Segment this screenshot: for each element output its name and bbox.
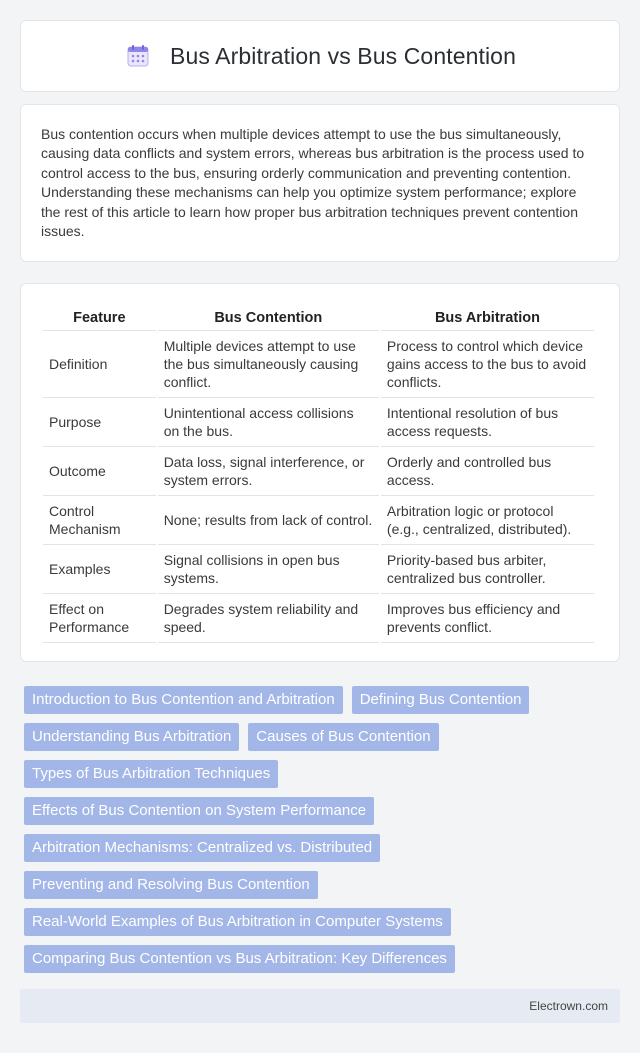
header-bus-arbitration: Bus Arbitration [381, 303, 594, 331]
table-row [43, 496, 594, 545]
tag-link[interactable]: Defining Bus Contention [352, 686, 530, 714]
page-title: Bus Arbitration vs Bus Contention [170, 42, 516, 69]
row-arbitration: Arbitration logic or protocol (e.g., centralized, distributed). [381, 496, 594, 545]
header-bus-contention: Bus Contention [158, 303, 379, 331]
comparison-table [41, 303, 596, 643]
table-row [43, 545, 594, 594]
row-contention: Data loss, signal interference, or system errors. [158, 447, 379, 496]
tag-link[interactable]: Comparing Bus Contention vs Bus Arbitration: Key Differences [24, 945, 455, 973]
row-feature: Control Mechanism [43, 496, 156, 545]
tag-link[interactable]: Introduction to Bus Contention and Arbitration [24, 686, 343, 714]
topic-tags [24, 686, 624, 982]
row-arbitration: Orderly and controlled bus access. [381, 447, 594, 496]
row-arbitration: Intentional resolution of bus access requests. [381, 398, 594, 447]
tag-link[interactable]: Effects of Bus Contention on System Performance [24, 797, 374, 825]
tag-link[interactable]: Causes of Bus Contention [248, 723, 438, 751]
table-row [43, 331, 594, 398]
table-row [43, 594, 594, 643]
row-contention: Signal collisions in open bus systems. [158, 545, 379, 594]
table-header-row [43, 303, 594, 331]
row-arbitration: Process to control which device gains access to the bus to avoid conflicts. [381, 331, 594, 398]
row-contention: None; results from lack of control. [158, 496, 379, 545]
tag-link[interactable]: Arbitration Mechanisms: Centralized vs. Distributed [24, 834, 380, 862]
row-feature: Definition [43, 331, 156, 398]
tag-link[interactable]: Types of Bus Arbitration Techniques [24, 760, 278, 788]
footer [20, 989, 620, 1023]
table-row [43, 447, 594, 496]
tag-link[interactable]: Real-World Examples of Bus Arbitration in Computer Systems [24, 908, 451, 936]
row-contention: Multiple devices attempt to use the bus simultaneously causing conflict. [158, 331, 379, 398]
header-card [20, 20, 620, 92]
header [124, 42, 516, 70]
row-feature: Examples [43, 545, 156, 594]
calendar-grid-icon [124, 42, 152, 70]
row-feature: Effect on Performance [43, 594, 156, 643]
intro-paragraph: Bus contention occurs when multiple devices attempt to use the bus simultaneously, causing data conflicts and system errors, whereas bus arbitration is the process used to control access to the bus, ensuring orderly communication and preventing contention. Understanding these mechanisms can help you optimize system performance; explore the rest of this article to learn how proper bus arbitration techniques prevent contention issues. [41, 126, 585, 240]
row-contention: Degrades system reliability and speed. [158, 594, 379, 643]
row-contention: Unintentional access collisions on the bus. [158, 398, 379, 447]
header-feature: Feature [43, 303, 156, 331]
row-arbitration: Priority-based bus arbiter, centralized bus controller. [381, 545, 594, 594]
tag-link[interactable]: Understanding Bus Arbitration [24, 723, 239, 751]
row-feature: Outcome [43, 447, 156, 496]
comparison-table-card [20, 283, 620, 662]
row-arbitration: Improves bus efficiency and prevents conflict. [381, 594, 594, 643]
footer-site: Electrown.com [529, 999, 608, 1013]
tag-link[interactable]: Preventing and Resolving Bus Contention [24, 871, 318, 899]
row-feature: Purpose [43, 398, 156, 447]
intro-card [20, 104, 620, 262]
table-row [43, 398, 594, 447]
